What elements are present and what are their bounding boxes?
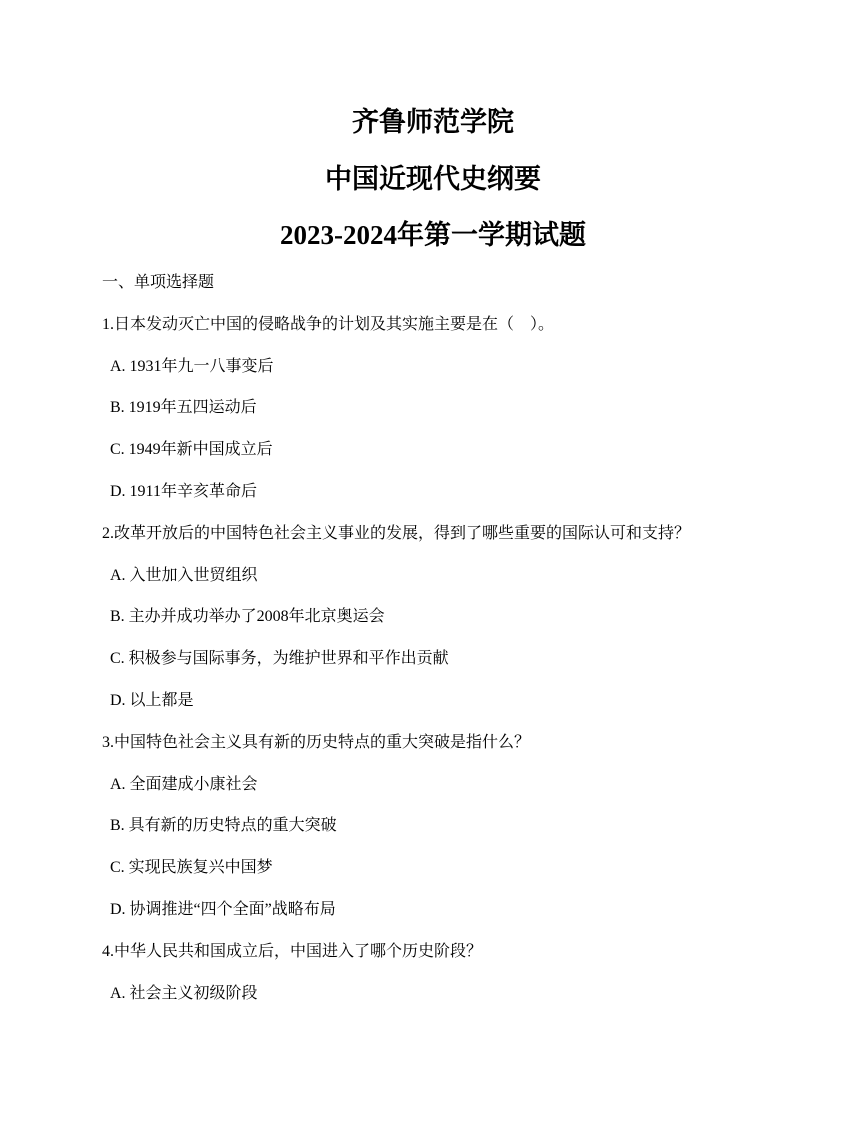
question-4: 4.中华人民共和国成立后，中国进入了哪个历史阶段？ [102,942,483,960]
option: A. 1931年九一八事变后 [110,357,274,375]
option: C. 1949年新中国成立后 [110,441,273,459]
option: B. 主办并成功举办了2008年北京奥运会 [110,608,385,626]
course-title: 中国近现代史纲要 [325,163,541,194]
exam-body [102,262,802,1014]
option: D. 以上都是 [110,691,194,709]
option: B. 具有新的历史特点的重大突破 [110,817,337,835]
option: C. 积极参与国际事务，为维护世界和平作出贡献 [110,650,449,668]
question-3: 3.中国特色社会主义具有新的历史特点的重大突破是指什么？ [102,733,531,751]
option: A. 入世加入世贸组织 [110,566,258,584]
section-heading: 一、单项选择题 [102,274,215,291]
question-2: 2.改革开放后的中国特色社会主义事业的发展，得到了哪些重要的国际认可和支持？ [102,524,691,542]
exam-title: 2023-2024年第一学期试题 [280,220,586,250]
option: D. 1911年辛亥革命后 [110,482,257,500]
question-1: 1.日本发动灭亡中国的侵略战争的计划及其实施主要是在（ ）。 [102,315,555,333]
option: B. 1919年五四运动后 [110,399,257,417]
option: A. 社会主义初级阶段 [110,984,258,1002]
school-title: 齐鲁师范学院 [352,107,514,137]
option: C. 实现民族复兴中国梦 [110,859,273,877]
option: D. 协调推进“四个全面”战略布局 [110,900,336,918]
document-header [0,94,866,264]
option: A. 全面建成小康社会 [110,775,258,793]
